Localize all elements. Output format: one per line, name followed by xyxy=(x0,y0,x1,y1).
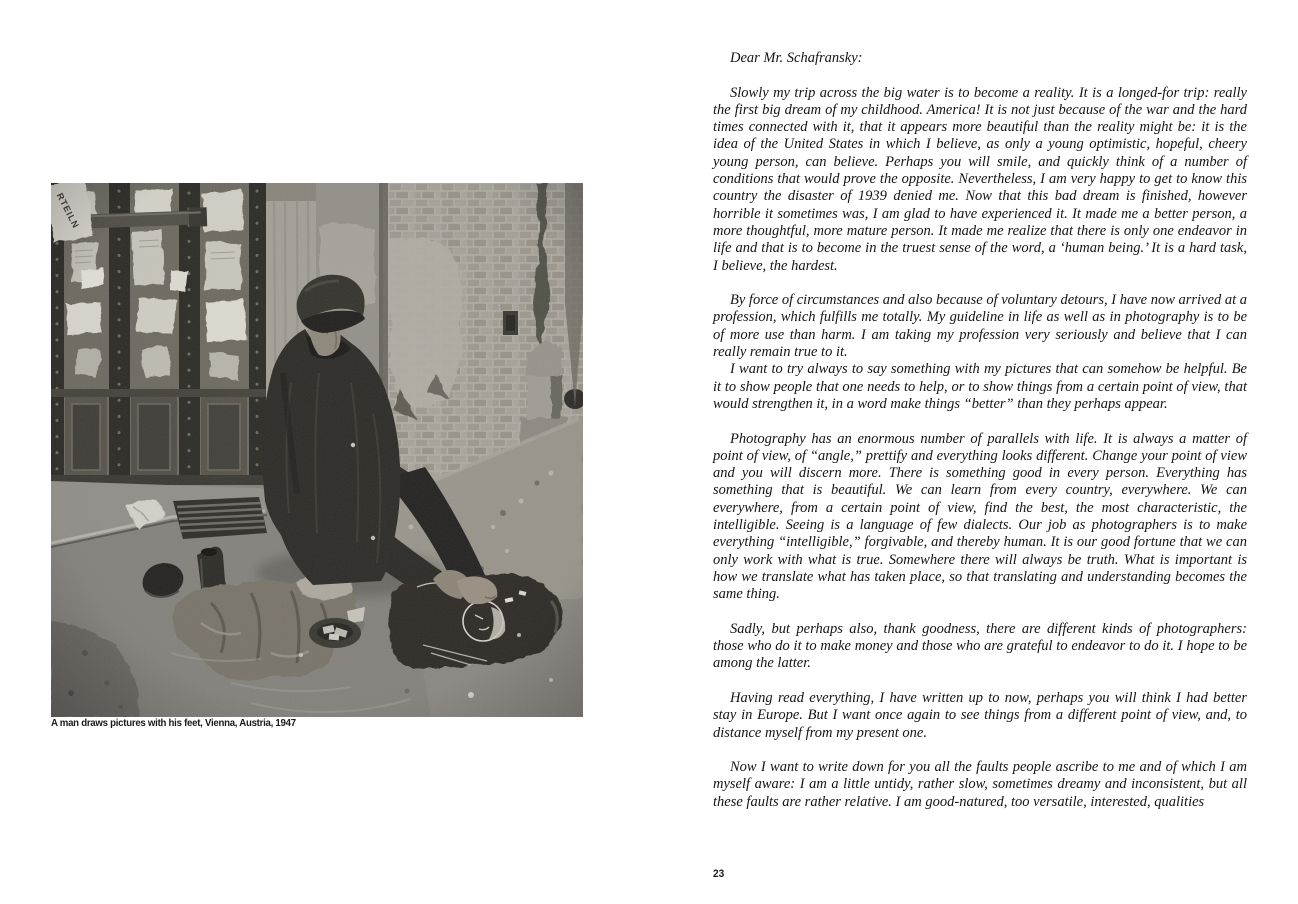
letter-paragraph: Slowly my trip across the big water is to become a reality. It is a longed-for trip: really the first big dream of my childhood. America! It is not just because of the war and the hard times connected with it, that it appears more beautiful than the reality might be: it is the idea of the United States in which I believe, as only a young optimistic, hopeful, cheery young person, can believe. Perhaps you will smile, and quickly think of a number of conditions that would prove the opposite. Nevertheless, I am very happy to get to know this country the disaster of 1939 denied me. Now that this bad dream is finished, however horrible it sometimes was, I am glad to have experienced it. It made me a better person, a more thoughtful, more mature person. It made me realize that there is only one endeavor in life and that is to become in the truest sense of the word, a ‘human being.’ It is a hard task, I believe, the hardest. xyxy=(713,84,1247,274)
letter-paragraph: Now I want to write down for you all the faults people ascribe to me and of which I am myself aware: I am a little untidy, rather slow, sometimes dreamy and inconsistent, but all these faults are rather relative. I am good-natured, too versatile, interested, qualities xyxy=(713,759,1247,810)
letter-paragraph: Having read everything, I have written up to now, perhaps you will think I had better stay in Europe. But I want once again to see things from a different point of view, and, to distance myself from my present one. xyxy=(713,689,1247,741)
letter-paragraph: Sadly, but perhaps also, thank goodness, there are different kinds of photographers: those who do it to make money and those who are grateful to endeavor to do it. I hope to be among the latter. xyxy=(713,620,1247,672)
letter-paragraph: By force of circumstances and also because of voluntary detours, I have now arrived at a profession, which fulfills me totally. My guideline in life as well as in photography is to be of more use than harm. I am taking my profession very seriously and believe that I can really remain true to it. xyxy=(713,292,1247,361)
photo-caption: A man draws pictures with his feet, Vienna, Austria, 1947 xyxy=(51,717,296,729)
letter-text xyxy=(713,50,1247,811)
photo-illustration xyxy=(51,183,583,717)
photo-man-drawing xyxy=(51,183,583,717)
letter-paragraph: I want to try always to say something with my pictures that can somehow be helpful. Be it to show people that one needs to help, or to show things from a certain point of view, that would strengthen it, in a word make things “better” than they perhaps appear. xyxy=(713,361,1247,412)
page-number: 23 xyxy=(713,868,725,880)
letter-paragraph: Photography has an enormous number of parallels with life. It is always a matter of point of view, of “angle,” prettify and everything looks different. Change your point of view and you will discern more. There is something good in every person. Everything has something that is beautiful. We can learn from every country, everywhere. We can everywhere, from a certain point of view, find the best, the most characteristic, the intelligible. Seeing is a language of few dialects. Our job as photographers is to make everything “intelligible,” forgivable, and thereby human. It is our good fortune that we can only work with what is true. Somewhere there will always be truth. What is important is how we translate what has taken place, so that translating and understanding becomes the same thing. xyxy=(713,430,1247,603)
letter-salutation: Dear Mr. Schafransky: xyxy=(730,50,863,66)
letter-paragraphs xyxy=(713,85,1247,811)
